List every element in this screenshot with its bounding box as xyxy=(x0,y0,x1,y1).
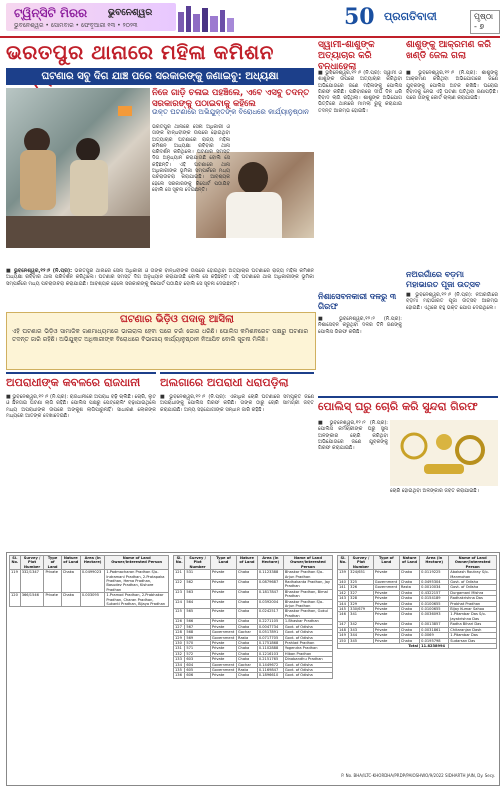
table-cell: 0.0717705 xyxy=(257,635,283,640)
table-cell: Private xyxy=(210,619,236,624)
table-cell: Rasta xyxy=(237,667,258,672)
table-cell: 565 xyxy=(185,609,210,619)
header-sl: Sl. No. xyxy=(174,556,185,570)
table-cell: Bhaskar Pradhan, Bimal Pradhan xyxy=(283,589,332,599)
edition-title: ଟ୍ୱିନ୍‌ସିଟି ମିରର xyxy=(14,6,88,20)
table-cell: 0.0013857 xyxy=(420,622,449,627)
table-cell: Private xyxy=(210,589,236,599)
table-cell: 122 xyxy=(174,580,185,590)
table-cell: 149 xyxy=(338,633,349,638)
table-cell: 0.0154189 xyxy=(420,596,449,601)
total-value: 11.8238994 xyxy=(420,643,449,648)
table-cell: 126 xyxy=(174,619,185,624)
table-cell: Private xyxy=(210,609,236,619)
header-nature: Nature of Land xyxy=(399,556,419,570)
inset-headline: ନିଜେ ଗାଡ଼ି ଚଳାଇ ପହଞ୍ଚିଲେ, ଏବେ ଏସବୁ ତଦନ୍ତ ସରକାରଙ୍କୁ ପଠାଇବାକୁ କହିଲେ xyxy=(152,88,310,109)
police-theft-body: ■ ଭୁବନେଶ୍ୱର,୧୨।୨ (ନି.ପ୍ର): ପୋଲିସ କର୍ମଚାରୀଙ୍କ ଘରୁ ସୁନା ଅଳଙ୍କାର ଚୋରି କରିଥିବା ଅଭିଯୋଗରେ ଜଣେ ଯୁବକଙ୍କୁ ଗିରଫ କରାଯାଇଛି। xyxy=(318,420,388,452)
table-cell: Government xyxy=(210,667,236,672)
table-cell: Yogendra Pradhan xyxy=(283,646,332,651)
table-cell: 0.1449672 xyxy=(257,662,283,667)
table-cell: 0.1123388 xyxy=(257,570,283,580)
table-cell: 146 xyxy=(338,612,349,622)
table-cell: 140 xyxy=(338,580,349,585)
table-cell: Private xyxy=(210,657,236,662)
table-cell: 139 xyxy=(338,570,349,580)
table-cell: 330/679 xyxy=(349,607,374,612)
table-cell: Govt. of Odisha xyxy=(283,624,332,629)
table-cell: Prabhat Pradhan xyxy=(449,601,497,606)
table-cell: Private xyxy=(373,607,399,612)
header-survey: Survey / Plot Number xyxy=(185,556,210,570)
table-row xyxy=(338,570,497,580)
inset-subhead: ଉକ୍ତ ଘଟଣାରେ ଅଭିଯୁକ୍ତଙ୍କ ବିରୋଧରେ କାର୍ଯ୍ୟାନୁଷ୍ଠାନ xyxy=(152,108,309,116)
table-cell: Govt. of Odisha xyxy=(283,667,332,672)
table-cell: 0.0031861 xyxy=(420,627,449,632)
table-cell: 569 xyxy=(185,635,210,640)
table-cell: Chaka xyxy=(399,627,419,632)
table-cell: 0.0069 xyxy=(420,633,449,638)
table-cell: 143 xyxy=(338,596,349,601)
table-cell: Dinabandhu Pradhan xyxy=(283,657,332,662)
table-cell: 0.0119225 xyxy=(420,570,449,580)
table-cell: 127 xyxy=(174,624,185,629)
video-strip-title: ଘଟଣାର ଭିଡ଼ିଓ ପଦାକୁ ଆସିଲା xyxy=(120,314,234,325)
table-cell: Bhaskar Pradhan S/o-Arjun Pradhan xyxy=(283,599,332,609)
story-body-mother-in-law: ■ ଭୁବନେଶ୍ୱର,୧୨।୨ (ନି.ପ୍ର): ଶାଶୁଙ୍କୁ ଆକ୍ରମଣ କରିଥିବା ଅଭିଯୋଗରେ ଜଣେ ଯୁବକଙ୍କୁ ପୋଲିସ ଅଟକ ରଖିଛି। ଘରୋଇ ବିବାଦକୁ ନେଇ ଏହି ଘଟଣା ଘଟିଥିବା ଜଣାପଡ଼ିଛି। ପରେ ତାଙ୍କୁ କୋର୍ଟ ଚାଲାଣ କରାଯାଇଛି। xyxy=(406,70,498,102)
table-cell: Private xyxy=(210,599,236,609)
table-cell: 324/651 xyxy=(349,570,374,580)
table-cell: 142 xyxy=(338,590,349,595)
table-cell: Bijay Kumar Sahoo xyxy=(449,607,497,612)
table-cell: Government xyxy=(373,580,399,585)
table-cell: 344 xyxy=(349,633,374,638)
table-cell: 0.2151765 xyxy=(257,657,283,662)
table-cell: 567 xyxy=(185,624,210,629)
table-cell: Government xyxy=(210,630,236,635)
header-survey: Survey / Plot Number xyxy=(349,556,374,570)
table-cell: 0.0495304 xyxy=(420,580,449,585)
table-cell: Private xyxy=(373,633,399,638)
header-sl: Sl. No. xyxy=(338,556,349,570)
table-cell: 1.Pitambar Das S/o- Jayakrishna Das xyxy=(449,612,497,622)
notice-table-3 xyxy=(337,555,497,649)
brand-anniversary-mark: 50 xyxy=(344,4,375,30)
table-cell: Chaka xyxy=(237,589,258,599)
table-cell: Government xyxy=(373,585,399,590)
table-cell: Chaka xyxy=(237,624,258,629)
table-cell: 566 xyxy=(185,619,210,624)
table-cell: Private xyxy=(373,622,399,627)
table-cell: Chaka xyxy=(237,651,258,656)
table-cell: Chaka xyxy=(237,570,258,580)
table-cell: Hiban Pradhan xyxy=(283,651,332,656)
table-cell: Radha Bihari Das xyxy=(449,622,497,627)
table-cell: Chaka xyxy=(399,580,419,585)
story-headline-mother-in-law: ଶାଶୁଙ୍କୁ ଆକ୍ରମଣ କରି ଖଣ୍ଡି ଜେଲ ଗଲା xyxy=(406,40,492,61)
table-cell: 0.1896610 xyxy=(257,673,283,678)
table-cell: Private xyxy=(210,570,236,580)
table-cell: 136 xyxy=(174,673,185,678)
table-cell: Private xyxy=(373,612,399,622)
table-cell: Chaka xyxy=(237,640,258,645)
table-cell: Abakash Routray S/o- Manmohan xyxy=(449,570,497,580)
table-cell: Chaka xyxy=(237,657,258,662)
table-cell: 150 xyxy=(338,638,349,643)
table-cell: Rasta xyxy=(237,635,258,640)
table-cell: Govt. of Odisha xyxy=(449,585,497,590)
table-row xyxy=(174,580,333,590)
table-cell: 0.0392004 xyxy=(257,599,283,609)
table-row xyxy=(174,673,333,678)
police-theft-headline: ପୋଲିସ୍ ଘରୁ ଚୋରି କରି ସୁନ୍ଦରା ଗିରଫ xyxy=(318,396,498,418)
table-cell: Private xyxy=(210,624,236,629)
table-cell: 606 xyxy=(185,673,210,678)
table-cell: 0.1216103 xyxy=(257,651,283,656)
table-cell: Chaka xyxy=(399,622,419,627)
table-cell: 0.0100655 xyxy=(420,607,449,612)
table-cell: Private xyxy=(373,601,399,606)
video-strip-body: ଏହି ଘଟଣାର ଭିଡ଼ିଓ ସାମାଜିକ ଗଣମାଧ୍ୟମରେ ଭାଇରାଲ ହେବା ପରେ ଚର୍ଚ୍ଚା ଜୋର ଧରିଛି। ପୋଲିସ କମିଶନରେଟ ପକ୍ଷରୁ ଘଟଣାର ତଦନ୍ତ ଜାରି ରହିଛି। ଅଭିଯୁକ୍ତ ଅଧିକାରୀଙ୍କ ବିରୋଧରେ ବିଭାଗୀୟ କାର୍ଯ୍ୟାନୁଷ୍ଠାନ ନିଆଯିବ ବୋଲି ସୂଚନା ମିଳିଛି। xyxy=(12,328,308,343)
table-cell: 125 xyxy=(174,609,185,619)
table-cell: Government xyxy=(210,662,236,667)
table-cell: Private xyxy=(373,596,399,601)
table-cell: Radhakrishna Das xyxy=(449,596,497,601)
table-row xyxy=(174,589,333,599)
lead-headline: ଭରତପୁର ଥାନାରେ ମହିଳା କମିଶନ xyxy=(6,40,274,64)
table-cell: Private xyxy=(210,646,236,651)
table-cell: Chaka xyxy=(237,619,258,624)
table-cell: 531 xyxy=(185,570,210,580)
notice-header-row xyxy=(338,556,497,570)
header-owner: Name of Land Owner/Interested Person xyxy=(105,556,169,570)
table-cell: 568 xyxy=(185,630,210,635)
table-cell: 605 xyxy=(185,667,210,672)
table-cell: 564 xyxy=(185,599,210,609)
story-body-husband: ■ ଭୁବନେଶ୍ୱର,୧୨।୨ (ନି.ପ୍ର): ସ୍ୱାମୀ ଓ ଶାଶୁଙ୍କ ଉପରେ ଅତ୍ୟାଚାର କରିଥିବା ଅଭିଯୋଗରେ ଜଣେ ମହିଳାଙ୍କୁ ପୋଲିସ ଗିରଫ କରିଛି। ପରିବାରରେ ଦୀର୍ଘ ଦିନ ଧରି ବିବାଦ ଲାଗି ରହିଥିଲା। ଶାଶୁଙ୍କ ଅଭିଯୋଗ ଭିତ୍ତିରେ ଥାନାରେ ମାମଲା ରୁଜୁ କରାଯାଇ ତଦନ୍ତ ଆରମ୍ଭ ହୋଇଛି। xyxy=(318,70,402,114)
table-cell: Radhakanta Pradhan, Jay Pradhan xyxy=(283,580,332,590)
notice-total-row xyxy=(338,643,497,648)
table-cell: 119 xyxy=(10,570,21,593)
table-cell: 1.Pramod Pradhan, 2.Prabhakar Pradhan, Charan Pradhan, Sukanti Pradhan, Bijaya Pradhan xyxy=(105,593,169,607)
table-cell: 0.2271105 xyxy=(257,619,283,624)
header-survey: Survey / Plot Number xyxy=(20,556,44,570)
table-cell: 132 xyxy=(174,651,185,656)
table-cell: Chaka xyxy=(237,580,258,590)
table-cell: Gochar xyxy=(237,630,258,635)
table-cell: 345 xyxy=(349,638,374,643)
table-cell: Chaka xyxy=(61,570,80,593)
table-cell: Chaka xyxy=(399,590,419,595)
table-cell: Private xyxy=(44,593,61,607)
table-cell: Government xyxy=(210,635,236,640)
edition-city: ଭୁବନେଶ୍ୱର xyxy=(108,8,153,18)
table-cell: 332/1347 xyxy=(20,570,44,593)
table-cell: Sudarsan Das xyxy=(449,638,497,643)
lead-subhead: ଘଟଣାର ସବୁ ଦିଗ ଯାଞ୍ଚ ପରେ ସରକାରଙ୍କୁ ଜଣାଇବୁ: ଅଧ୍ୟକ୍ଷା xyxy=(6,68,314,85)
table-cell: Chaka xyxy=(399,633,419,638)
edition-date: ଭୁବନେଶ୍ୱର • ସୋମବାର • ଫେବୃଆରୀ ୧୩ • ୨୦୨୩ xyxy=(14,22,138,29)
story-headline-drugs: ନିଶାସେବନକାରୀ ଦଳରୁ ୩ ଗିରଫ xyxy=(318,292,397,311)
notice-footer: P. No. BHA/ILTC-KHORDHA/PRDP/PAIOSHWO/9/2022 SIDHARTH JAIN, Dy. Secy. xyxy=(341,773,495,778)
table-cell: Chaka xyxy=(399,638,419,643)
table-row xyxy=(10,593,169,607)
table-cell: Private xyxy=(373,638,399,643)
table-cell: 134 xyxy=(174,662,185,667)
table-cell: 0.1169847 xyxy=(257,667,283,672)
table-row xyxy=(174,609,333,619)
story-headline-husband: ସ୍ୱାମୀ-ଶାଶୁଙ୍କ ଅତ୍ୟାଚାର କରି ବନ୍ଧାହେଲା xyxy=(318,40,375,72)
story-body-festival: ■ ଭୁବନେଶ୍ୱର,୧୨।୨ (ନି.ପ୍ର): ନଅରଗାଁରେ ବଡ଼ମା ମହାଭାରତ ପୂଜା ଉତ୍ସବ ଆରମ୍ଭ ହୋଇଛି। ଏଥିରେ ବହୁ ଭକ୍ତ ଯୋଗ ଦେଇଥିଲେ। xyxy=(406,292,498,311)
table-cell: 571 xyxy=(185,646,210,651)
table-row xyxy=(10,570,169,593)
table-cell: Chaka xyxy=(399,607,419,612)
notice-header-row xyxy=(10,556,169,570)
page-number: ପୃଷ୍ଠା - ୭ xyxy=(470,10,500,34)
header-type: Type of Land xyxy=(373,556,399,570)
lead-byline: ■ ଭୁବନେଶ୍ୱର,୧୨।୨ (ନି.ପ୍ର): xyxy=(6,268,73,274)
table-cell: Bhaskar Pradhan, Gokul Pradhan xyxy=(283,609,332,619)
police-theft-body-2: ଚୋରି ହୋଇଥିବା ଅଳଙ୍କାର ଜବତ କରାଯାଇଛି। xyxy=(390,488,479,494)
brand-name: ପ୍ରଗତିବାଦୀ xyxy=(384,10,437,23)
table-cell: 603 xyxy=(185,657,210,662)
crime-body: ■ ଭୁବନେଶ୍ୱର,୧୨।୨ (ନି.ପ୍ର): ରାଜଧାନୀରେ ଅପରାଧ ବଢ଼ି ଚାଲିଛି। ଚୋରି, ଲୁଟ ଓ ଛିନତାଇ ଘଟଣା ଲାଗି ରହିଛି। ପୋଲିସ ପକ୍ଷରୁ ପେଟ୍ରୋଲିଂ ବଢ଼ାଯାଇଥିଲେ ମଧ୍ୟ ଅପରାଧୀଙ୍କ ଉପରେ ଅଙ୍କୁଶ ଲାଗିପାରୁନାହିଁ। ସାଧାରଣ ଲୋକଙ୍କ ମଧ୍ୟରେ ଆତଙ୍କ ଦେଖାଦେଇଛି। xyxy=(6,394,156,419)
table-cell: Chaka xyxy=(237,646,258,651)
table-cell: 342 xyxy=(349,622,374,627)
lead-photo-meeting xyxy=(6,88,150,248)
notice-table-2 xyxy=(173,555,333,679)
table-cell: 0.0100655 xyxy=(420,601,449,606)
header-area: Area (in Hectare) xyxy=(80,556,105,570)
table-cell: 129 xyxy=(174,635,185,640)
story-body-drugs: ■ ଭୁବନେଶ୍ୱର,୧୨।୨ (ନି.ପ୍ର): ନିଶାସେବନ କରୁଥିବା ଦଳର ତିନି ଜଣଙ୍କୁ ପୋଲିସ ଗିରଫ କରିଛି। xyxy=(318,316,402,335)
table-row xyxy=(338,612,497,622)
header-owner: Name of Land Owner/Interested Person xyxy=(449,556,497,570)
table-cell: Private xyxy=(210,673,236,678)
table-cell: Chitaranjan Dash xyxy=(449,627,497,632)
land-acquisition-notice xyxy=(6,552,500,786)
table-cell: Private xyxy=(373,627,399,632)
table-cell: Private xyxy=(210,651,236,656)
table-cell: Chaka xyxy=(237,673,258,678)
lead-body-column: ଭରତପୁର ଥାନାରେ ସେନା ଅଧିକାରୀ ଓ ତାଙ୍କ ବାନ୍ଧବୀଙ୍କ ଉପରେ ହୋଇଥିବା ଅତ୍ୟାଚାର ଘଟଣାରେ ରାଜ୍ୟ ମହିଳା କମିଶନ ଅଧ୍ୟକ୍ଷା ରବିବାର ଥାନା ପରିଦର୍ଶନ କରିଥିଲେ। ଘଟଣାର ସମସ୍ତ ଦିଗ ଅନୁଧ୍ୟାନ କରାଯାଉଛି ବୋଲି ସେ କହିଛନ୍ତି। ଏହି ଘଟଣାରେ ଥାନା ଅଧିକାରୀଙ୍କ ଭୂମିକା ସମ୍ପର୍କରେ ମଧ୍ୟ ପଚରାଉଚରା କରାଯାଇଛି। ଆବଶ୍ୟକ ହେଲେ ସରକାରଙ୍କୁ ରିପୋର୍ଟ ପଠାଯିବ ବୋଲି ସେ ସୂଚନା ଦେଇଛନ୍ତି। xyxy=(152,124,230,193)
table-cell: 0.0010034 xyxy=(420,585,449,590)
table-cell: 148 xyxy=(338,627,349,632)
gold-jewellery-photo xyxy=(390,420,498,486)
table-cell: 0.0499023 xyxy=(80,570,105,593)
table-cell: Bhaskar Pradhan S/o-Arjun Pradhan xyxy=(283,570,332,580)
table-cell: Govt. of Odisha xyxy=(283,662,332,667)
table-cell: Chaka xyxy=(399,570,419,580)
table-cell: 0.003095 xyxy=(80,593,105,607)
table-cell: Rasta xyxy=(399,585,419,590)
table-cell: Govt. of Odisha xyxy=(283,630,332,635)
table-cell: 147 xyxy=(338,622,349,627)
table-cell: Private xyxy=(44,570,61,593)
header-nature: Nature of Land xyxy=(61,556,80,570)
table-cell: Chaka xyxy=(237,609,258,619)
theft-headline: ଅଲଗାରେ ଅପରାଧୀ ଧରାପଡ଼ିଲା xyxy=(160,372,314,394)
table-cell: Govt. of Odisha xyxy=(283,673,332,678)
total-label: Total xyxy=(338,643,420,648)
table-cell: 0.0517891 xyxy=(257,630,283,635)
table-cell: Chaka xyxy=(237,599,258,609)
table-cell: Govt. of Odisha xyxy=(449,580,497,585)
table-cell: 562 xyxy=(185,580,210,590)
table-cell: 144 xyxy=(338,601,349,606)
table-cell: 0.1102888 xyxy=(257,646,283,651)
table-cell: 604 xyxy=(185,662,210,667)
table-cell: 120 xyxy=(10,593,21,607)
table-cell: Chaka xyxy=(61,593,80,607)
table-cell: 326 xyxy=(349,585,374,590)
table-cell: 0.4322157 xyxy=(420,590,449,595)
table-cell: Chaka xyxy=(399,612,419,622)
table-cell: 325 xyxy=(349,580,374,585)
table-cell: Durgamani Mishra xyxy=(449,590,497,595)
header-owner: Name of Land Owner/Interested Person xyxy=(283,556,332,570)
header-type: Type of Land xyxy=(44,556,61,570)
header-area: Area (in Hectare) xyxy=(420,556,449,570)
table-cell: Chaka xyxy=(399,596,419,601)
jewellery-icon xyxy=(390,420,498,486)
table-cell: Chaka xyxy=(399,601,419,606)
table-cell: Prahlad Pradhan xyxy=(283,640,332,645)
city-skyline-icon xyxy=(176,2,236,32)
table-cell: 1.Bhaskar Pradhan xyxy=(283,619,332,624)
table-cell: 0.0195798 xyxy=(420,638,449,643)
table-cell: 570 xyxy=(185,640,210,645)
notice-table-1 xyxy=(9,555,169,607)
table-cell: 328 xyxy=(349,596,374,601)
header-nature: Nature of Land xyxy=(237,556,258,570)
table-cell: 0.1817847 xyxy=(257,589,283,599)
table-cell: Private xyxy=(210,640,236,645)
table-cell: Govt. of Odisha xyxy=(283,635,332,640)
table-cell: 121 xyxy=(174,570,185,580)
table-cell: 1.Padmacharan Pradhan S/o- Indramani Pradhan, 2.Pratapaka Pradhan, Hema Pradhan, Basudev Pradhan, Kishore Pradhan xyxy=(105,570,169,593)
table-cell: 563 xyxy=(185,589,210,599)
table-cell: 572 xyxy=(185,651,210,656)
table-cell: 123 xyxy=(174,589,185,599)
table-cell: 0.1751868 xyxy=(257,640,283,645)
table-cell: 141 xyxy=(338,585,349,590)
table-row xyxy=(174,570,333,580)
table-cell: 341 xyxy=(349,612,374,622)
table-cell: 0.0242517 xyxy=(257,609,283,619)
table-cell: 131 xyxy=(174,646,185,651)
table-cell: Private xyxy=(373,590,399,595)
table-cell: 366/1546 xyxy=(20,593,44,607)
table-row xyxy=(174,599,333,609)
table-cell: 135 xyxy=(174,667,185,672)
table-cell: 133 xyxy=(174,657,185,662)
table-cell: Private xyxy=(373,570,399,580)
table-cell: 128 xyxy=(174,630,185,635)
table-cell: 327 xyxy=(349,590,374,595)
table-cell: Private xyxy=(210,580,236,590)
table-cell: 0.0047734 xyxy=(257,624,283,629)
header-type: Type of Land xyxy=(210,556,236,570)
table-cell: 343 xyxy=(349,627,374,632)
table-cell: 1.Pitambar Das xyxy=(449,633,497,638)
table-cell: Gochar xyxy=(237,662,258,667)
theft-body: ■ ଭୁବନେଶ୍ୱର,୧୨।୨ (ନି.ପ୍ର): ଏକାଧିକ ଚୋରି ଘଟଣାରେ ସମ୍ପୃକ୍ତ ଜଣେ ଅପରାଧୀଙ୍କୁ ପୋଲିସ ଗିରଫ କରିଛି। ତାଙ୍କ ଠାରୁ ଚୋରି ସାମଗ୍ରୀ ଜବତ କରାଯାଇଛି। ଅନ୍ୟ ସହଯୋଗୀଙ୍କ ସନ୍ଧାନ ଜାରି ରହିଛି। xyxy=(160,394,314,413)
crime-headline: ଅପରାଧୀଙ୍କ କବଳରେ ରାଜଧାନୀ xyxy=(6,372,156,394)
header-sl: Sl. No. xyxy=(10,556,21,570)
table-cell: 0.0036093 xyxy=(420,612,449,622)
notice-header-row xyxy=(174,556,333,570)
header-area: Area (in Hectare) xyxy=(257,556,283,570)
table-cell: 145 xyxy=(338,607,349,612)
table-cell: 329 xyxy=(349,601,374,606)
lead-body-lower: ■ ଭୁବନେଶ୍ୱର,୧୨।୨ (ନି.ପ୍ର): ଭରତପୁର ଥାନାରେ ସେନା ଅଧିକାରୀ ଓ ତାଙ୍କ ବାନ୍ଧବୀଙ୍କ ଉପରେ ହୋଇଥିବା ଅତ୍ୟାଚାର ଘଟଣାରେ ରାଜ୍ୟ ମହିଳା କମିଶନ ଅଧ୍ୟକ୍ଷା ରବିବାର ଥାନା ପରିଦର୍ଶନ କରିଥିଲେ। ଘଟଣାର ସମସ୍ତ ଦିଗ ଅନୁଧ୍ୟାନ କରାଯାଉଛି ବୋଲି ସେ କହିଛନ୍ତି। ଏହି ଘଟଣାରେ ଥାନା ଅଧିକାରୀଙ୍କ ଭୂମିକା ସମ୍ପର୍କରେ ମଧ୍ୟ ପଚରାଉଚରା କରାଯାଇଛି। ଆବଶ୍ୟକ ହେଲେ ସରକାରଙ୍କୁ ରିପୋର୍ଟ ପଠାଯିବ ବୋଲି ସେ ସୂଚନା ଦେଇଛନ୍ତି। xyxy=(6,268,314,287)
table-cell: 0.0879687 xyxy=(257,580,283,590)
table-cell: 130 xyxy=(174,640,185,645)
table-cell: 124 xyxy=(174,599,185,609)
story-headline-festival: ନଅରଗାଁରେ ବଡ଼ମା ମହାଭାରତ ପୂଜା ଉତ୍ସବ xyxy=(406,270,481,289)
